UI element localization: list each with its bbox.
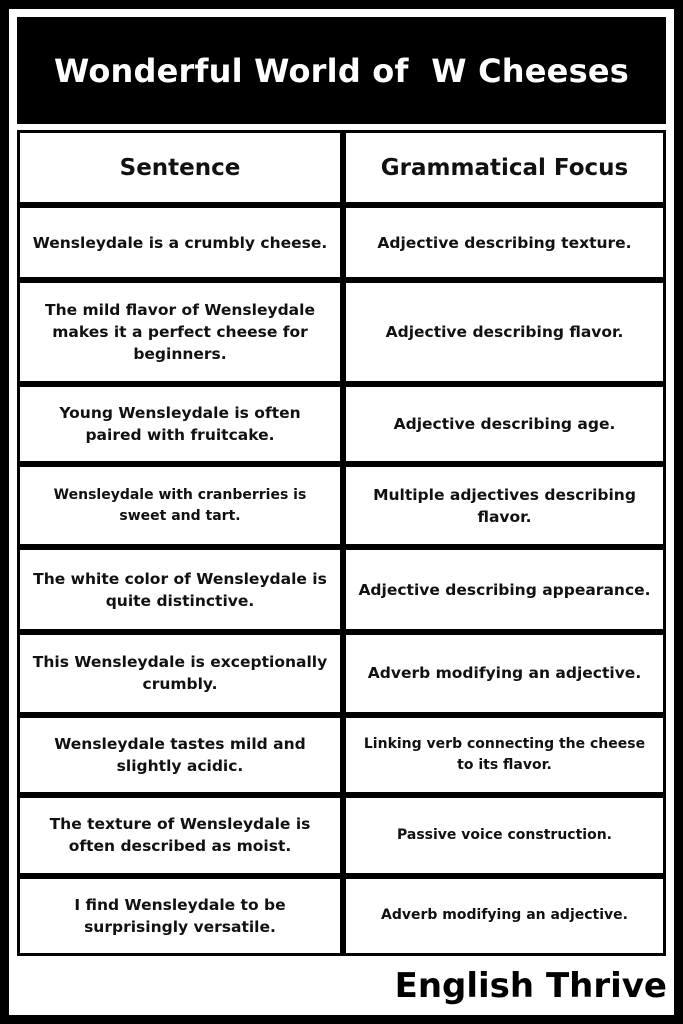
sentence-cell: The white color of Wensleydale is quite distinctive. <box>17 547 343 631</box>
brand-logo-text: English Thrive <box>394 966 667 1006</box>
focus-cell: Adjective describing flavor. <box>343 280 666 383</box>
header-grammatical-focus: Grammatical Focus <box>343 130 666 205</box>
sentence-cell: Wensleydale is a crumbly cheese. <box>17 205 343 280</box>
sentence-cell: The mild flavor of Wensleydale makes it a perfect cheese for beginners. <box>17 280 343 383</box>
sentence-cell: The texture of Wensleydale is often described as moist. <box>17 795 343 875</box>
sentence-cell: This Wensleydale is exceptionally crumbly. <box>17 632 343 715</box>
table-row <box>17 715 666 795</box>
focus-cell: Adjective describing age. <box>343 384 666 464</box>
grammar-table <box>17 130 666 956</box>
table-row <box>17 280 666 383</box>
focus-cell: Adverb modifying an adjective. <box>343 876 666 956</box>
table-row <box>17 876 666 956</box>
focus-cell: Adjective describing appearance. <box>343 547 666 631</box>
table-header-row <box>17 130 666 205</box>
focus-cell: Multiple adjectives describing flavor. <box>343 464 666 547</box>
table-row <box>17 795 666 875</box>
table-row <box>17 384 666 464</box>
table-row <box>17 547 666 631</box>
focus-cell: Linking verb connecting the cheese to its flavor. <box>343 715 666 795</box>
sentence-cell: Wensleydale tastes mild and slightly acidic. <box>17 715 343 795</box>
sentence-cell: I find Wensleydale to be surprisingly versatile. <box>17 876 343 956</box>
header-sentence: Sentence <box>17 130 343 205</box>
focus-cell: Adverb modifying an adjective. <box>343 632 666 715</box>
sentence-cell: Wensleydale with cranberries is sweet and tart. <box>17 464 343 547</box>
sentence-cell: Young Wensleydale is often paired with fruitcake. <box>17 384 343 464</box>
table-row <box>17 632 666 715</box>
focus-cell: Adjective describing texture. <box>343 205 666 280</box>
focus-cell: Passive voice construction. <box>343 795 666 875</box>
table-row <box>17 205 666 280</box>
table-row <box>17 464 666 547</box>
page-title: Wonderful World of W Cheeses <box>17 17 666 124</box>
